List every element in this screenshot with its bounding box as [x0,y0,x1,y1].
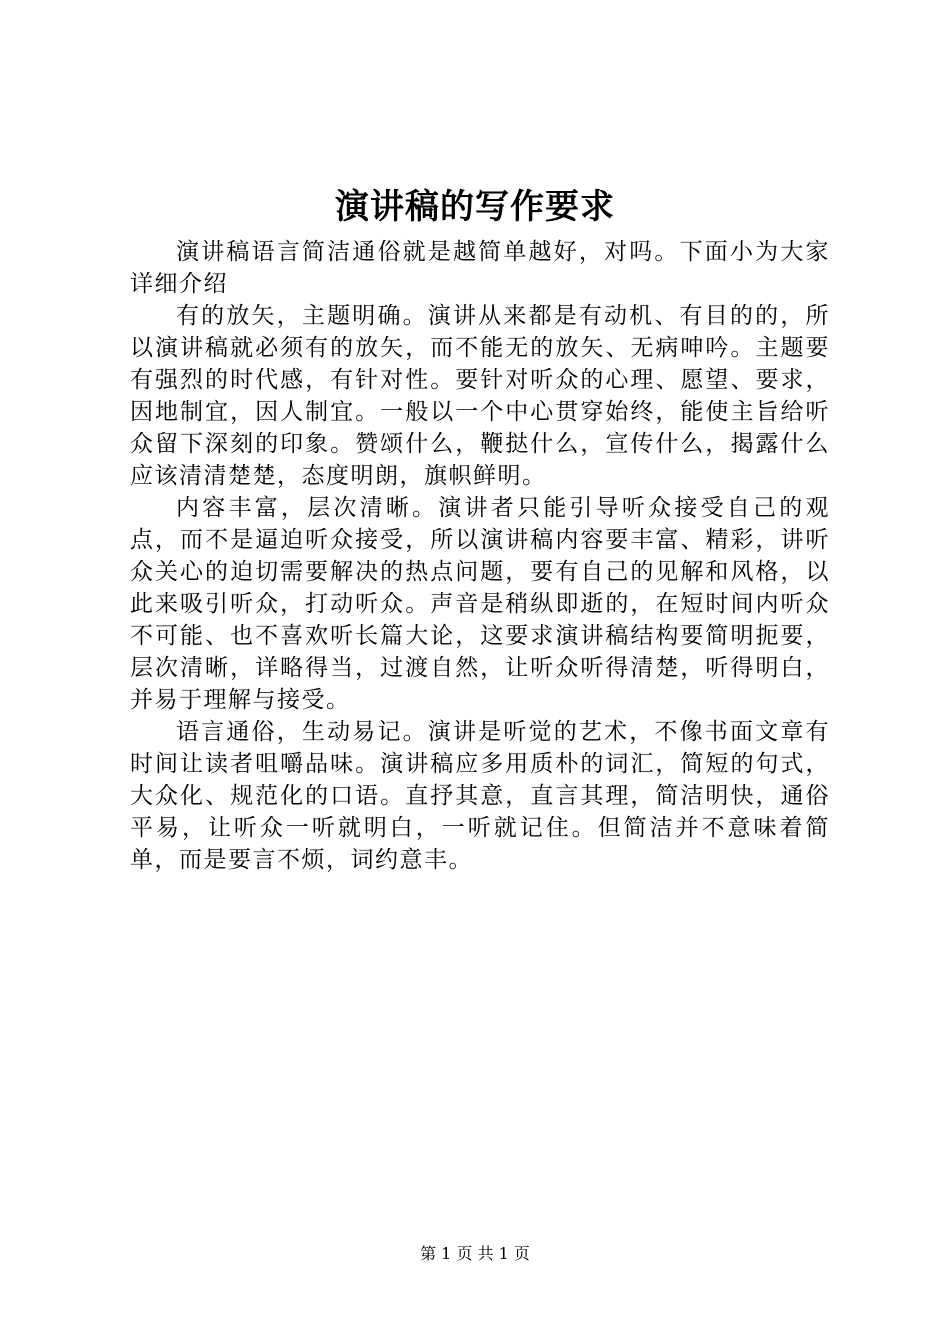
page-footer: 第 1 页 共 1 页 [420,1244,530,1263]
paragraph-intro: 演讲稿语言简洁通俗就是越简单越好，对吗。下面小为大家详细介绍 [130,239,830,297]
document-body [130,236,830,876]
document-title: 演讲稿的写作要求 [335,187,615,227]
paragraph-content: 内容丰富，层次清晰。演讲者只能引导听众接受自己的观点，而不是逼迫听众接受，所以演讲稿内容要丰富、精彩，讲听众关心的迫切需要解决的热点问题，要有自己的见解和风格，以此来吸引听众，打动听众。声音是稍纵即逝的，在短时间内听众不可能、也不喜欢听长篇大论，这要求演讲稿结构要简明扼要，层次清晰，详略得当，过渡自然，让听众听得清楚，听得明白，并易于理解与接受。 [130,495,830,713]
paragraph-theme: 有的放矢，主题明确。演讲从来都是有动机、有目的的，所以演讲稿就必须有的放矢，而不能无的放矢、无病呻吟。主题要有强烈的时代感，有针对性。要针对听众的心理、愿望、要求，因地制宜，因人制宜。一般以一个中心贯穿始终，能使主旨给听众留下深刻的印象。赞颂什么，鞭挞什么，宣传什么，揭露什么应该清清楚楚，态度明朗，旗帜鲜明。 [130,303,830,489]
paragraph-language: 语言通俗，生动易记。演讲是听觉的艺术，不像书面文章有时间让读者咀嚼品味。演讲稿应多用质朴的词汇，简短的句式，大众化、规范化的口语。直抒其意，直言其理，简洁明快，通俗平易，让听众一听就明白，一听就记住。但简洁并不意味着简单，而是要言不烦，词约意丰。 [130,719,830,873]
